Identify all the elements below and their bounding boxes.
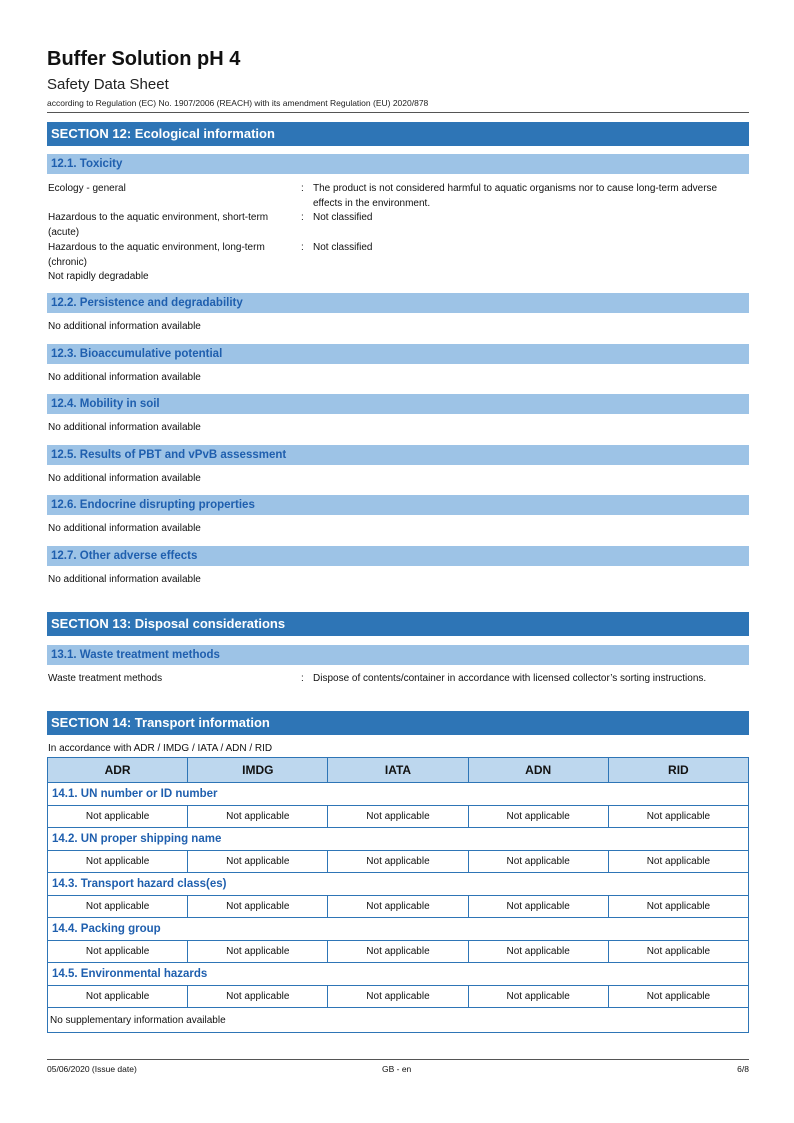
table-cell: Not applicable — [608, 851, 748, 873]
table-row — [48, 941, 749, 963]
acute-hazard-label-line2: (acute) — [48, 227, 80, 238]
subsection-12-7-header: 12.7. Other adverse effects — [47, 546, 749, 566]
regulation-note: according to Regulation (EC) No. 1907/2006 (REACH) with its amendment Regulation (EU) 2020/878 — [47, 98, 429, 108]
colon: : — [301, 673, 304, 684]
ecology-general-value-line1: The product is not considered harmful to aquatic organisms nor to cause long-term adverse — [313, 183, 718, 194]
table-row — [48, 986, 749, 1008]
subsection-12-3-header: 12.3. Bioaccumulative potential — [47, 344, 749, 364]
endocrine-text: No additional information available — [48, 523, 201, 534]
acute-hazard-label-line1: Hazardous to the aquatic environment, short-term — [48, 212, 269, 223]
column-header-imdg: IMDG — [188, 758, 328, 783]
subsection-12-4-header: 12.4. Mobility in soil — [47, 394, 749, 414]
column-header-iata: IATA — [328, 758, 468, 783]
section-12-header: SECTION 12: Ecological information — [47, 122, 749, 146]
transport-table — [47, 757, 749, 1033]
table-cell: Not applicable — [328, 941, 468, 963]
subsection-12-1-header: 12.1. Toxicity — [47, 154, 749, 174]
document-subtitle: Safety Data Sheet — [47, 76, 169, 93]
bioaccumulative-text: No additional information available — [48, 372, 201, 383]
pbt-text: No additional information available — [48, 473, 201, 484]
colon: : — [301, 242, 304, 253]
table-cell: Not applicable — [48, 896, 188, 918]
table-cell: Not applicable — [468, 896, 608, 918]
group-heading-un-number: 14.1. UN number or ID number — [48, 783, 749, 806]
table-cell: Not applicable — [48, 941, 188, 963]
table-row — [48, 806, 749, 828]
persistence-text: No additional information available — [48, 321, 201, 332]
group-heading-packing-group: 14.4. Packing group — [48, 918, 749, 941]
table-row — [48, 851, 749, 873]
waste-treatment-value: Dispose of contents/container in accordance with licensed collector’s sorting instructions. — [313, 673, 707, 684]
transport-header-row — [48, 758, 749, 783]
column-header-adr: ADR — [48, 758, 188, 783]
supplementary-row — [48, 1008, 749, 1033]
table-cell: Not applicable — [608, 941, 748, 963]
subsection-12-6-header: 12.6. Endocrine disrupting properties — [47, 495, 749, 515]
group-row — [48, 873, 749, 896]
waste-treatment-label: Waste treatment methods — [48, 673, 163, 684]
header-divider — [47, 112, 749, 113]
table-cell: Not applicable — [468, 941, 608, 963]
group-row — [48, 918, 749, 941]
group-heading-shipping-name: 14.2. UN proper shipping name — [48, 828, 749, 851]
table-cell: Not applicable — [608, 896, 748, 918]
chronic-hazard-value: Not classified — [313, 242, 373, 253]
other-effects-text: No additional information available — [48, 574, 201, 585]
degradability-note: Not rapidly degradable — [48, 271, 149, 282]
document-title: Buffer Solution pH 4 — [47, 48, 241, 70]
group-row — [48, 963, 749, 986]
chronic-hazard-label-line2: (chronic) — [48, 257, 87, 268]
table-cell: Not applicable — [328, 806, 468, 828]
table-cell: Not applicable — [188, 941, 328, 963]
colon: : — [301, 212, 304, 223]
issue-date: 05/06/2020 (Issue date) — [47, 1064, 137, 1074]
subsection-13-1-header: 13.1. Waste treatment methods — [47, 645, 749, 665]
acute-hazard-value: Not classified — [313, 212, 373, 223]
footer-divider — [47, 1059, 749, 1060]
subsection-12-5-header: 12.5. Results of PBT and vPvB assessment — [47, 445, 749, 465]
group-row — [48, 828, 749, 851]
table-cell: Not applicable — [48, 986, 188, 1008]
table-cell: Not applicable — [468, 806, 608, 828]
section-13-header: SECTION 13: Disposal considerations — [47, 612, 749, 636]
column-header-adn: ADN — [468, 758, 608, 783]
group-heading-hazard-class: 14.3. Transport hazard class(es) — [48, 873, 749, 896]
subsection-12-2-header: 12.2. Persistence and degradability — [47, 293, 749, 313]
table-cell: Not applicable — [188, 986, 328, 1008]
page-number: 6/8 — [737, 1064, 749, 1074]
table-cell: Not applicable — [328, 986, 468, 1008]
transport-intro: In accordance with ADR / IMDG / IATA / ADN / RID — [48, 743, 273, 754]
supplementary-info: No supplementary information available — [48, 1008, 749, 1033]
table-cell: Not applicable — [188, 806, 328, 828]
table-cell: Not applicable — [468, 986, 608, 1008]
table-cell: Not applicable — [48, 806, 188, 828]
table-cell: Not applicable — [608, 806, 748, 828]
column-header-rid: RID — [608, 758, 748, 783]
group-row — [48, 783, 749, 806]
table-cell: Not applicable — [188, 896, 328, 918]
table-cell: Not applicable — [48, 851, 188, 873]
table-cell: Not applicable — [468, 851, 608, 873]
chronic-hazard-label-line1: Hazardous to the aquatic environment, long-term — [48, 242, 265, 253]
table-cell: Not applicable — [188, 851, 328, 873]
ecology-general-label: Ecology - general — [48, 183, 126, 194]
mobility-text: No additional information available — [48, 422, 201, 433]
ecology-general-value-line2: effects in the environment. — [313, 198, 431, 209]
table-cell: Not applicable — [608, 986, 748, 1008]
table-cell: Not applicable — [328, 896, 468, 918]
section-14-header: SECTION 14: Transport information — [47, 711, 749, 735]
table-cell: Not applicable — [328, 851, 468, 873]
group-heading-environmental-hazards: 14.5. Environmental hazards — [48, 963, 749, 986]
colon: : — [301, 183, 304, 194]
locale-label: GB - en — [382, 1064, 412, 1074]
table-row — [48, 896, 749, 918]
